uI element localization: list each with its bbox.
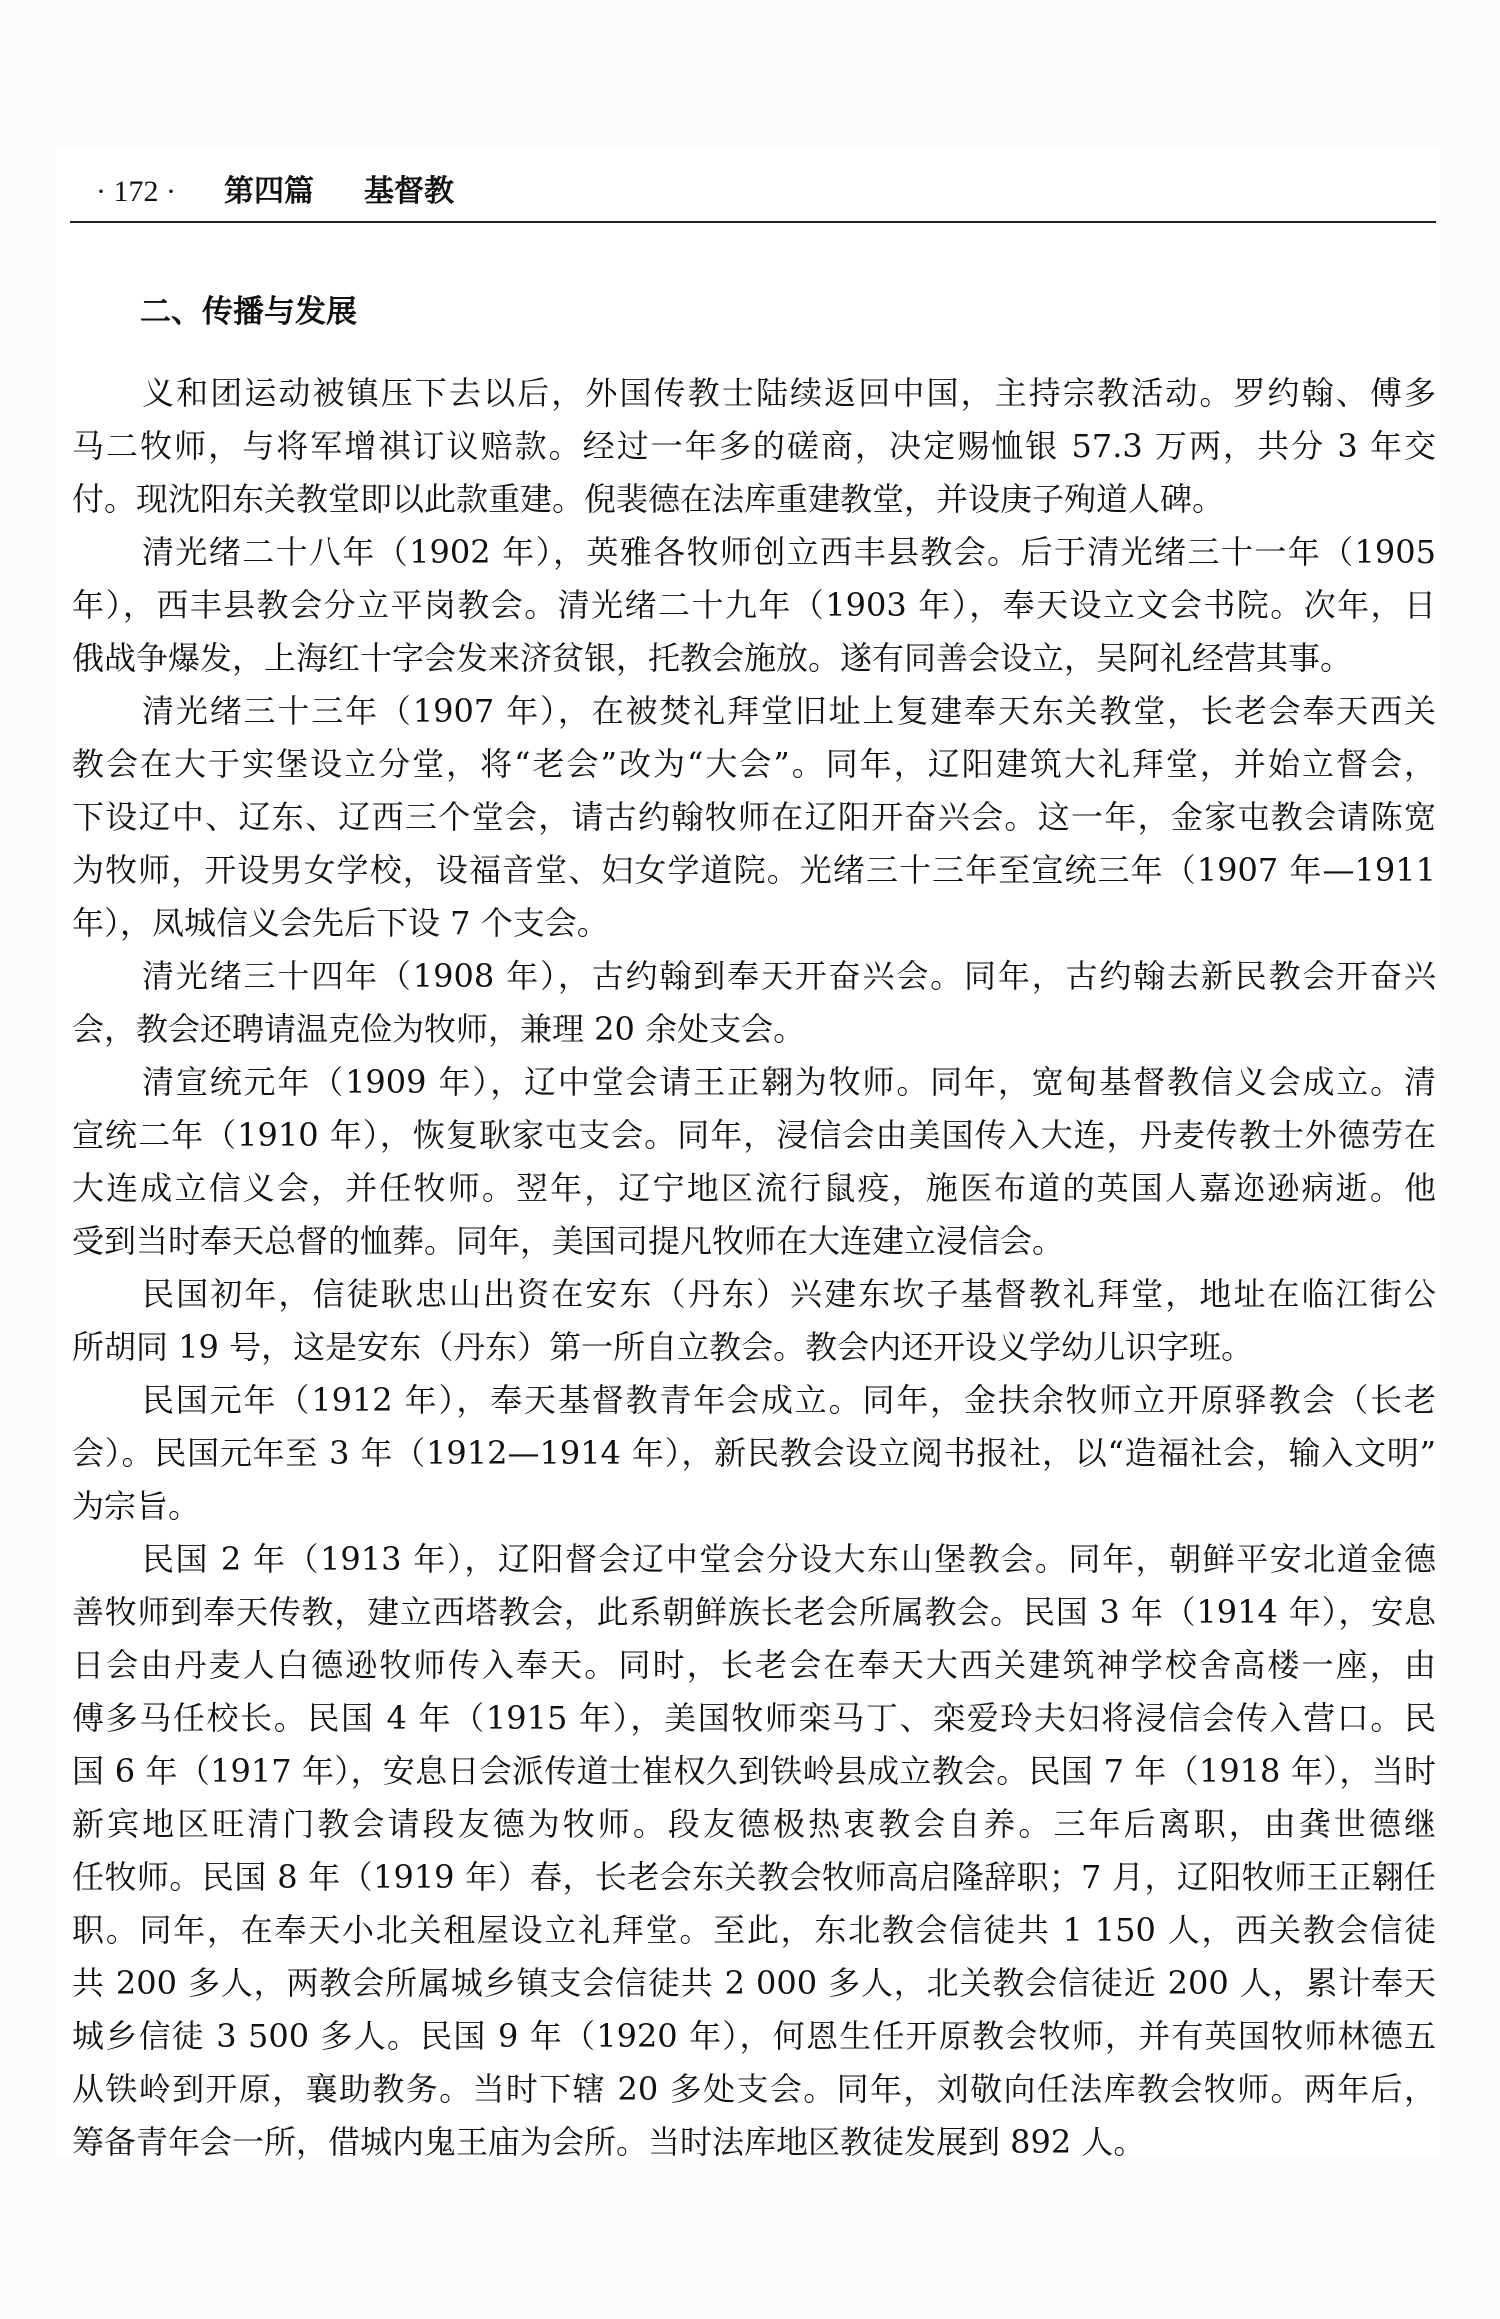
text-line: 民国 2 年（1913 年），辽阳督会辽中堂会分设大东山堡教会。同年，朝鲜平安北道金德 <box>142 1540 1436 1578</box>
text-line: 新宾地区旺清门教会请段友德为牧师。段友德极热衷教会自养。三年后离职，由龚世德继 <box>72 1805 1436 1843</box>
text-line: 日会由丹麦人白德逊牧师传入奉天。同时，长老会在奉天大西关建筑神学校舍高楼一座，由 <box>72 1646 1436 1684</box>
paragraph <box>72 1374 1436 1533</box>
paragraph <box>72 685 1436 950</box>
text-line: 城乡信徒 3 500 多人。民国 9 年（1920 年），何恩生任开原教会牧师，并有英国牧师林德五 <box>72 2017 1436 2055</box>
text-line: 马二牧师，与将军增祺订议赔款。经过一年多的磋商，决定赐恤银 57.3 万两，共分 3 年交 <box>72 427 1436 465</box>
text-line: 民国初年，信徒耿忠山出资在安东（丹东）兴建东坎子基督教礼拜堂，地址在临江街公 <box>142 1275 1436 1313</box>
paragraph <box>72 1268 1436 1374</box>
header-rule <box>70 221 1436 223</box>
text-line: 清光绪三十四年（1908 年），古约翰到奉天开奋兴会。同年，古约翰去新民教会开奋兴 <box>142 957 1436 995</box>
text-line: 清光绪三十三年（1907 年），在被焚礼拜堂旧址上复建奉天东关教堂，长老会奉天西关 <box>142 692 1436 730</box>
paragraph <box>72 367 1436 526</box>
text-line: 所胡同 19 号，这是安东（丹东）第一所自立教会。教会内还开设义学幼儿识字班。 <box>72 1328 1254 1366</box>
section-heading: 二、传播与发展 <box>140 294 357 330</box>
text-line: 受到当时奉天总督的恤葬。同年，美国司提凡牧师在大连建立浸信会。 <box>72 1222 1065 1260</box>
text-line: 筹备青年会一所，借城内鬼王庙为会所。当时法库地区教徒发展到 892 人。 <box>72 2123 1146 2161</box>
text-line: 国 6 年（1917 年），安息日会派传道士崔权久到铁岭县成立教会。民国 7 年（1918 年），当时 <box>72 1752 1436 1790</box>
text-line: 教会在大于实堡设立分堂，将“老会”改为“大会”。同年，辽阳建筑大礼拜堂，并始立督会， <box>72 745 1436 783</box>
text-line: 共 200 多人，两教会所属城乡镇支会信徒共 2 000 多人，北关教会信徒近 200 人，累计奉天 <box>72 1964 1436 2002</box>
paragraph <box>72 526 1436 685</box>
part-title: 第四篇 <box>224 174 314 209</box>
body-text <box>72 367 1436 2169</box>
text-line: 清光绪二十八年（1902 年），英雅各牧师创立西丰县教会。后于清光绪三十一年（1905 <box>142 533 1436 571</box>
text-line: 下设辽中、辽东、辽西三个堂会，请古约翰牧师在辽阳开奋兴会。这一年，金家屯教会请陈宽 <box>72 798 1436 836</box>
text-line: 义和团运动被镇压下去以后，外国传教士陆续返回中国，主持宗教活动。罗约翰、傅多 <box>142 374 1436 412</box>
text-line: 宣统二年（1910 年），恢复耿家屯支会。同年，浸信会由美国传入大连，丹麦传教士外德劳在 <box>72 1116 1436 1154</box>
text-line: 傅多马任校长。民国 4 年（1915 年），美国牧师栾马丁、栾爱玲夫妇将浸信会传入营口。民 <box>72 1699 1436 1737</box>
text-line: 从铁岭到开原，襄助教务。当时下辖 20 多处支会。同年，刘敬向任法库教会牧师。两年后， <box>72 2070 1436 2108</box>
page-number: · 172 · <box>96 175 176 208</box>
paragraph <box>72 950 1436 1056</box>
paragraph <box>72 1056 1436 1268</box>
text-line: 为牧师，开设男女学校，设福音堂、妇女学道院。光绪三十三年至宣统三年（1907 年—1911 <box>72 851 1436 889</box>
text-line: 任牧师。民国 8 年（1919 年）春，长老会东关教会牧师高启隆辞职；7 月，辽阳牧师王正翱任 <box>72 1858 1436 1896</box>
text-line: 会，教会还聘请温克俭为牧师，兼理 20 余处支会。 <box>72 1010 806 1048</box>
text-line: 为宗旨。 <box>72 1487 201 1525</box>
text-line: 会）。民国元年至 3 年（1912—1914 年），新民教会设立阅书报社，以“造福社会，输入文明” <box>72 1434 1436 1472</box>
text-line: 善牧师到奉天传教，建立西塔教会，此系朝鲜族长老会所属教会。民国 3 年（1914 年），安息 <box>72 1593 1436 1631</box>
text-line: 年），凤城信义会先后下设 7 个支会。 <box>72 904 609 942</box>
text-line: 俄战争爆发，上海红十字会发来济贫银，托教会施放。遂有同善会设立，吴阿礼经营其事。 <box>72 639 1353 677</box>
text-line: 民国元年（1912 年），奉天基督教青年会成立。同年，金扶余牧师立开原驿教会（长老 <box>142 1381 1436 1419</box>
text-line: 大连成立信义会，并任牧师。翌年，辽宁地区流行鼠疫，施医布道的英国人嘉迩逊病逝。他 <box>72 1169 1436 1207</box>
paragraph <box>72 1533 1436 2169</box>
text-line: 清宣统元年（1909 年），辽中堂会请王正翱为牧师。同年，宽甸基督教信义会成立。清 <box>142 1063 1436 1101</box>
chapter-title: 基督教 <box>364 174 454 209</box>
text-line: 年），西丰县教会分立平岗教会。清光绪二十九年（1903 年），奉天设立文会书院。次年，日 <box>72 586 1436 624</box>
running-head <box>96 170 454 214</box>
text-line: 职。同年，在奉天小北关租屋设立礼拜堂。至此，东北教会信徒共 1 150 人，西关教会信徒 <box>72 1911 1436 1949</box>
text-line: 付。现沈阳东关教堂即以此款重建。倪裴德在法库重建教堂，并设庚子殉道人碑。 <box>72 480 1225 518</box>
